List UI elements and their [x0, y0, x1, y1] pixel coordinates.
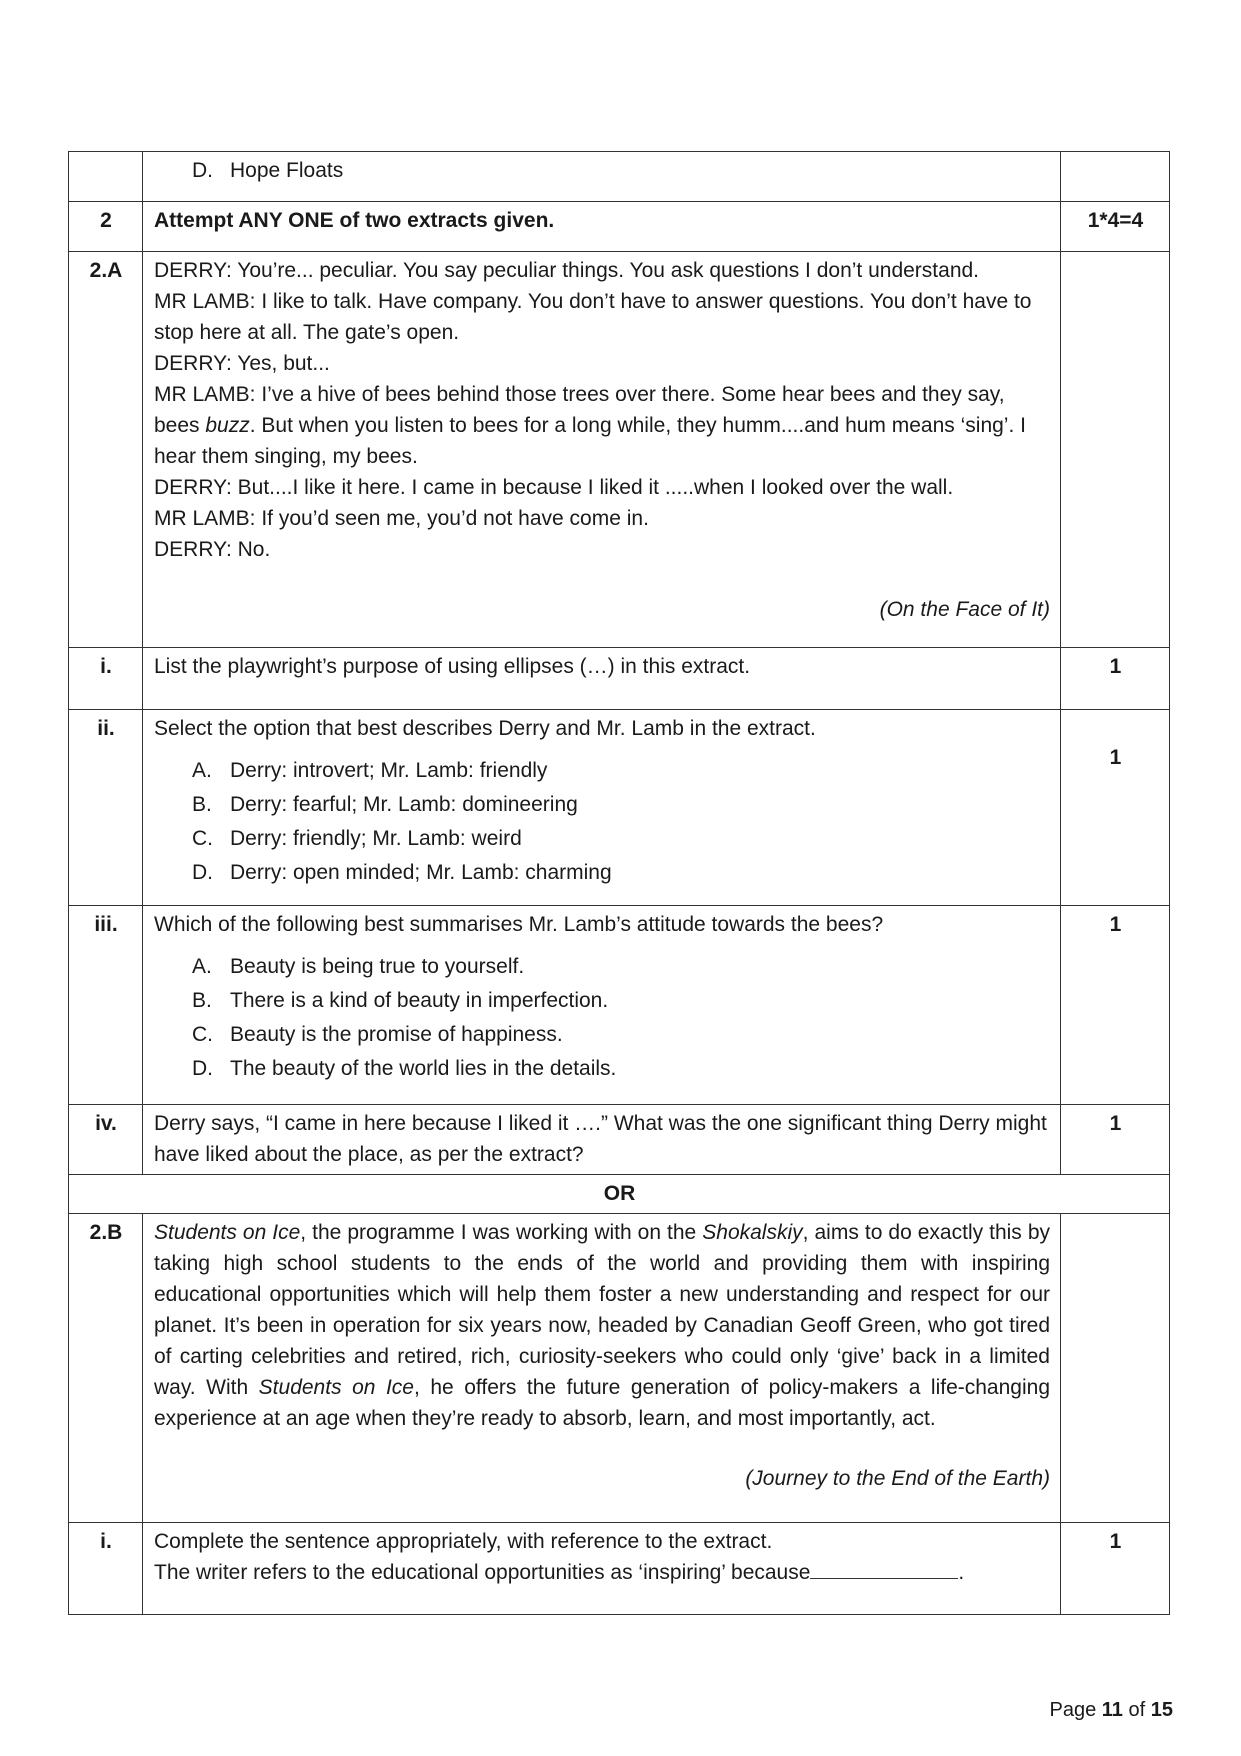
- list-item: [192, 856, 1050, 890]
- marks-cell: [1061, 1214, 1170, 1523]
- question-table: [68, 151, 1170, 1615]
- list-item: [192, 984, 1050, 1018]
- table-row-or: [69, 1175, 1170, 1214]
- options-list: [192, 754, 1050, 890]
- extract-text: [143, 252, 1061, 648]
- option-letter: B.: [192, 989, 212, 1012]
- list-item: [192, 1018, 1050, 1052]
- option-text: Derry: open minded; Mr. Lamb: charming: [230, 861, 612, 884]
- question-text-cell: [143, 1523, 1061, 1615]
- option-text: Beauty is being true to yourself.: [230, 955, 525, 978]
- question-marks: 1: [1061, 1105, 1170, 1175]
- number-cell: [69, 152, 143, 202]
- or-divider: OR: [69, 1175, 1170, 1214]
- page-number: 11: [1101, 1699, 1123, 1721]
- page-word: Page: [1049, 1699, 1097, 1721]
- list-item: [192, 950, 1050, 984]
- extract-line-part: MR LAMB: I’ve a hive of bees behind those trees over there. Some hear bees and they say, bees: [154, 383, 1005, 437]
- option-letter: D.: [192, 861, 213, 884]
- question-number: ii.: [69, 710, 143, 906]
- extract-text-part: , he offers the future generation of policy-makers a life-changing experience at an age when they’re ready to absorb, learn, and most importantly, act.: [154, 1376, 1050, 1430]
- extract-italic-ship: Shokalskiy: [702, 1221, 803, 1244]
- extract-line: MR LAMB: If you’d seen me, you’d not have come in.: [154, 507, 649, 530]
- question-marks: 1*4=4: [1061, 202, 1170, 252]
- question-number: i.: [69, 1523, 143, 1615]
- list-item: [192, 822, 1050, 856]
- extract-italic-title: Students on Ice: [154, 1221, 301, 1244]
- extract-line: [154, 379, 1050, 472]
- marks-cell: [1061, 252, 1170, 648]
- options-list: [192, 950, 1050, 1086]
- option-text: Derry: fearful; Mr. Lamb: domineering: [230, 793, 578, 816]
- question-number: 2.A: [69, 252, 143, 648]
- table-row-q2b-i: [69, 1523, 1170, 1615]
- option-letter: A.: [192, 955, 212, 978]
- option-text: Hope Floats: [230, 159, 344, 182]
- table-row-q2a-iv: [69, 1105, 1170, 1175]
- list-item: [192, 754, 1050, 788]
- extract-source: (On the Face of It): [879, 598, 1050, 621]
- question-marks: 1: [1061, 710, 1170, 906]
- option-letter: A.: [192, 759, 212, 782]
- option-letter: B.: [192, 793, 212, 816]
- question-text: Select the option that best describes Derry and Mr. Lamb in the extract.: [154, 717, 816, 740]
- list-item: [192, 1052, 1050, 1086]
- option-letter: D.: [192, 1057, 213, 1080]
- answer-blank: [810, 1558, 958, 1579]
- question-text-cell: [143, 906, 1061, 1105]
- table-row-q2a-ii: [69, 710, 1170, 906]
- option-letter: C.: [192, 1023, 213, 1046]
- page-footer: [1050, 1699, 1174, 1722]
- question-number: iii.: [69, 906, 143, 1105]
- question-text-part: .: [958, 1561, 965, 1584]
- extract-source: (Journey to the End of the Earth): [745, 1467, 1050, 1490]
- option-cell: [143, 152, 1061, 202]
- question-number: i.: [69, 648, 143, 710]
- question-text: Which of the following best summarises Mr. Lamb’s attitude towards the bees?: [154, 913, 884, 936]
- question-number: iv.: [69, 1105, 143, 1175]
- extract-line-part: . But when you listen to bees for a long while, they humm....and hum means ‘sing’. I hear them singing, my bees.: [154, 414, 1026, 468]
- question-instruction: Attempt ANY ONE of two extracts given.: [143, 202, 1061, 252]
- option-text: Beauty is the promise of happiness.: [230, 1023, 563, 1046]
- table-row-extract-2b: [69, 1214, 1170, 1523]
- extract-italic-word: buzz: [205, 414, 250, 437]
- question-text-part: The writer refers to the educational opportunities as ‘inspiring’ because: [154, 1561, 811, 1584]
- table-row-q2: [69, 202, 1170, 252]
- marks-cell: [1061, 152, 1170, 202]
- extract-line: DERRY: You’re... peculiar. You say peculiar things. You ask questions I don’t understand.: [154, 259, 980, 282]
- question-text: Complete the sentence appropriately, with reference to the extract.: [154, 1530, 773, 1553]
- option-letter: C.: [192, 827, 213, 850]
- question-text: Derry says, “I came in here because I liked it ….” What was the one significant thing Derry might have liked about the place, as per the extract?: [143, 1105, 1061, 1175]
- extract-line: DERRY: But....I like it here. I came in because I liked it .....when I looked over the wall.: [154, 476, 954, 499]
- table-row-extract-2a: [69, 252, 1170, 648]
- table-row-prev-option: [69, 152, 1170, 202]
- question-text: [154, 1557, 1050, 1588]
- option-text: Derry: friendly; Mr. Lamb: weird: [230, 827, 522, 850]
- question-marks: 1: [1061, 906, 1170, 1105]
- extract-text-part: , the programme I was working with on the: [300, 1221, 703, 1244]
- option-text: The beauty of the world lies in the details.: [230, 1057, 617, 1080]
- question-number: 2.B: [69, 1214, 143, 1523]
- question-marks: 1: [1061, 648, 1170, 710]
- extract-text: [143, 1214, 1061, 1523]
- extract-line: DERRY: No.: [154, 538, 271, 561]
- table-row-q2a-i: [69, 648, 1170, 710]
- extract-paragraph: [154, 1217, 1050, 1434]
- question-number: 2: [69, 202, 143, 252]
- option-text: Derry: introvert; Mr. Lamb: friendly: [230, 759, 548, 782]
- extract-line: MR LAMB: I like to talk. Have company. You don’t have to answer questions. You don’t have to stop here at all. The gate’s open.: [154, 290, 1032, 344]
- table-row-q2a-iii: [69, 906, 1170, 1105]
- extract-italic-title: Students on Ice: [258, 1376, 414, 1399]
- question-text-cell: [143, 710, 1061, 906]
- option-letter: D.: [192, 159, 213, 182]
- page-total: 15: [1150, 1699, 1173, 1721]
- list-item: [192, 788, 1050, 822]
- extract-line: DERRY: Yes, but...: [154, 352, 330, 375]
- question-marks: 1: [1061, 1523, 1170, 1615]
- of-word: of: [1128, 1699, 1146, 1721]
- extract-text-part: , aims to do exactly this by taking high school students to the ends of the world and providing them with inspiring educational opportunities which will help them foster a new understanding and respect for our planet. It’s been in operation for six years now, headed by Canadian Geoff Green, who got tired of carting celebrities and retired, rich, curiosity-seekers who could only ‘give’ back in a limited way. With: [154, 1221, 1050, 1399]
- question-text: List the playwright’s purpose of using ellipses (…) in this extract.: [143, 648, 1061, 710]
- option-text: There is a kind of beauty in imperfection.: [230, 989, 609, 1012]
